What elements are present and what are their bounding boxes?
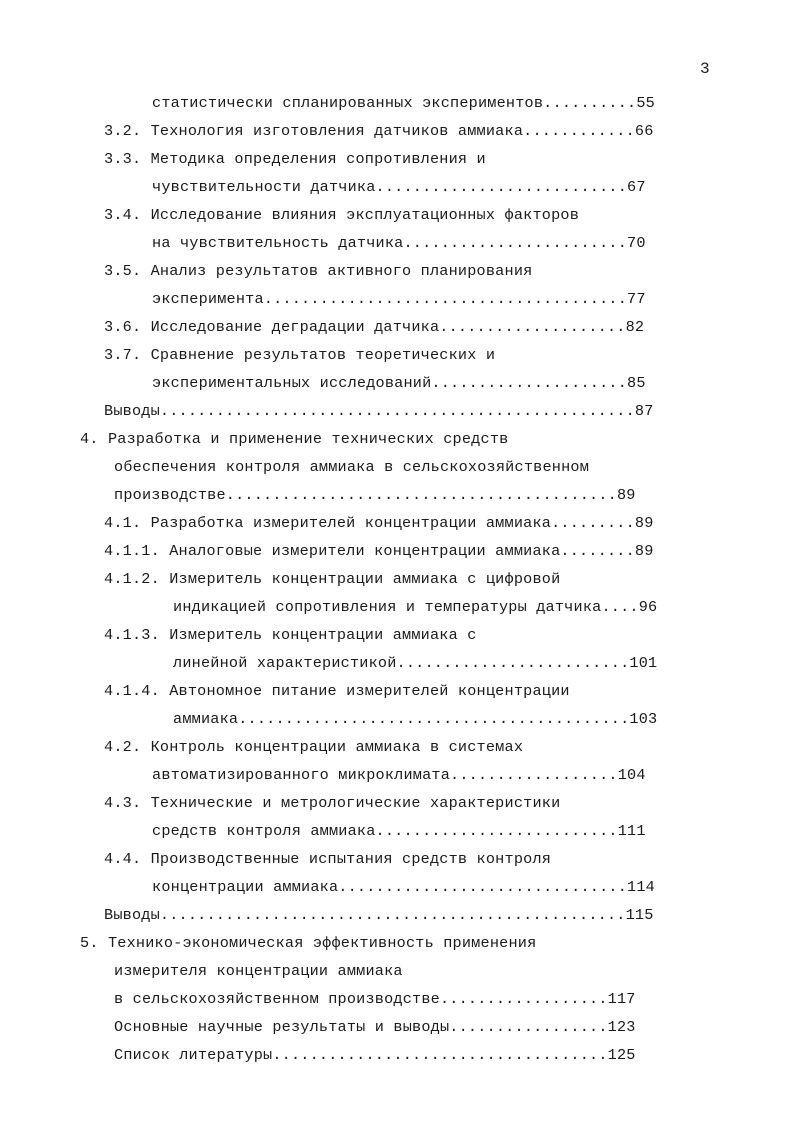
toc-line <box>104 624 477 646</box>
toc-line <box>114 960 403 982</box>
toc-line <box>104 540 654 562</box>
toc-line <box>104 904 654 926</box>
toc-line <box>152 232 646 254</box>
toc-line-text: автоматизированного микроклимата..................104 <box>152 766 646 784</box>
toc-line-text: на чувствительность датчика........................70 <box>152 234 646 252</box>
toc-line-text: Выводы..................................................115 <box>104 906 654 924</box>
toc-line <box>104 400 654 422</box>
toc-line <box>80 932 536 954</box>
toc-line-text: 4.3. Технические и метрологические характеристики <box>104 794 561 812</box>
toc-line <box>104 568 560 590</box>
page-number: 3 <box>700 60 710 78</box>
toc-line <box>173 652 657 674</box>
toc-line <box>104 316 644 338</box>
toc-line <box>104 680 570 702</box>
toc-line <box>114 1016 636 1038</box>
toc-line-text: эксперимента.......................................77 <box>152 290 646 308</box>
toc-line <box>104 848 551 870</box>
toc-line <box>114 456 589 478</box>
toc-line-text: 4.1.4. Автономное питание измерителей концентрации <box>104 682 570 700</box>
toc-line-text: 3.6. Исследование деградации датчика....................82 <box>104 318 645 336</box>
toc-line-text: Основные научные результаты и выводы.................123 <box>114 1018 636 1036</box>
toc-line <box>104 792 560 814</box>
toc-line-text: Выводы...................................................87 <box>104 402 654 420</box>
toc-line-text: 5. Технико-экономическая эффективность применения <box>80 934 537 952</box>
toc-line-text: Список литературы....................................125 <box>114 1046 636 1064</box>
toc-line-text: 4. Разработка и применение технических средств <box>80 430 509 448</box>
toc-line-text: 4.4. Производственные испытания средств контроля <box>104 850 552 868</box>
toc-line <box>173 596 657 618</box>
toc-line <box>104 344 495 366</box>
toc-line <box>104 148 486 170</box>
toc-line-text: измерителя концентрации аммиака <box>114 962 403 980</box>
toc-line-text: 4.2. Контроль концентрации аммиака в системах <box>104 738 524 756</box>
toc-line-text: 4.1.2. Измеритель концентрации аммиака с цифровой <box>104 570 561 588</box>
toc-line-text: экспериментальных исследований.....................85 <box>152 374 646 392</box>
toc-line-text: 4.1.3. Измеритель концентрации аммиака с <box>104 626 477 644</box>
toc-line <box>104 512 654 534</box>
toc-line <box>104 204 579 226</box>
toc-line-text: 3.2. Технология изготовления датчиков аммиака............66 <box>104 122 654 140</box>
toc-line <box>152 764 646 786</box>
toc-line <box>152 288 646 310</box>
toc-line-text: линейной характеристикой.........................101 <box>173 654 658 672</box>
toc-line-text: средств контроля аммиака..........................111 <box>152 822 646 840</box>
toc-line-text: концентрации аммиака...............................114 <box>152 878 655 896</box>
toc-line <box>152 820 646 842</box>
toc-line <box>173 708 657 730</box>
toc-line-text: 3.5. Анализ результатов активного планирования <box>104 262 533 280</box>
toc-line-text: 3.4. Исследование влияния эксплуатационных факторов <box>104 206 580 224</box>
toc-line <box>152 372 646 394</box>
toc-line-text: индикацией сопротивления и температуры датчика....96 <box>173 598 658 616</box>
toc-line <box>152 92 655 114</box>
toc-line <box>104 120 654 142</box>
toc-line-text: в сельскохозяйственном производстве..................117 <box>114 990 636 1008</box>
toc-line <box>80 428 508 450</box>
toc-line-text: чувствительности датчика...........................67 <box>152 178 646 196</box>
toc-line-text: производстве..........................................89 <box>114 486 636 504</box>
toc-line-text: статистически спланированных экспериментов..........55 <box>152 94 655 112</box>
toc-line <box>114 1044 636 1066</box>
toc-line-text: 4.1. Разработка измерителей концентрации аммиака.........89 <box>104 514 654 532</box>
toc-line <box>104 260 532 282</box>
toc-line-text: 3.3. Методика определения сопротивления и <box>104 150 486 168</box>
toc-line <box>152 176 646 198</box>
toc-line <box>114 988 636 1010</box>
toc-line <box>152 876 655 898</box>
toc-line-text: 3.7. Сравнение результатов теоретических и <box>104 346 496 364</box>
toc-line-text: 4.1.1. Аналоговые измерители концентрации аммиака........89 <box>104 542 654 560</box>
toc-line-text: обеспечения контроля аммиака в сельскохозяйственном <box>114 458 590 476</box>
toc-line-text: аммиака..........................................103 <box>173 710 658 728</box>
toc-line <box>114 484 636 506</box>
toc-line <box>104 736 523 758</box>
